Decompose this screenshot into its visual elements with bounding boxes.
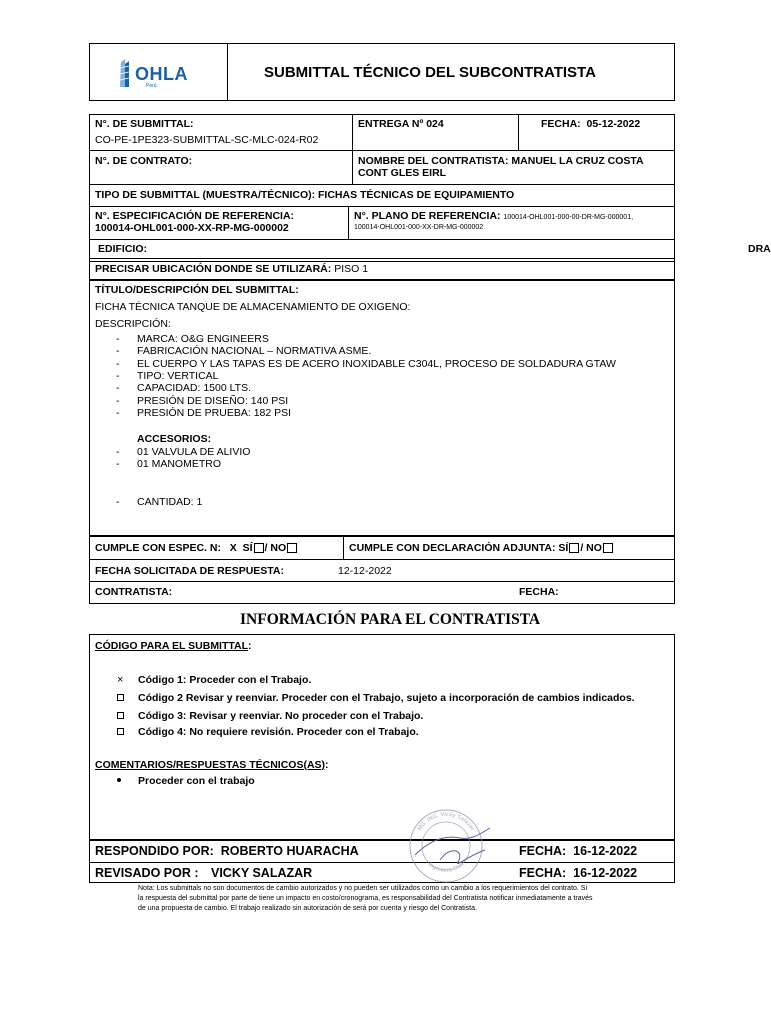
cumple-declaracion bbox=[349, 542, 614, 554]
code-option-2[interactable] bbox=[117, 692, 635, 704]
revisado-fecha bbox=[519, 866, 637, 880]
list-item: - FABRICACIÓN NACIONAL – NORMATIVA ASME. bbox=[116, 345, 372, 357]
list-item: - MARCA: O&G ENGINEERS bbox=[116, 333, 269, 345]
list-item: - PRESIÓN DE DISEÑO: 140 PSI bbox=[116, 395, 289, 407]
respondido-fecha-value: 16-12-2022 bbox=[573, 844, 638, 858]
plan-reference bbox=[354, 210, 633, 222]
fecha-envio-label: FECHA: bbox=[541, 118, 581, 130]
contractor-name-line1: NOMBRE DEL CONTRATISTA: MANUEL LA CRUZ COSTA bbox=[358, 155, 644, 167]
list-item: - EL CUERPO Y LAS TAPAS ES DE ACERO INOXIDABLE C304L, PROCESO DE SOLDADURA GTAW bbox=[116, 358, 616, 370]
contractor-name-line2: CONT GLES EIRL bbox=[358, 167, 447, 179]
revisado-label: REVISADO POR : bbox=[95, 866, 199, 880]
list-item: - CANTIDAD: 1 bbox=[116, 496, 203, 508]
cumple-espec bbox=[95, 542, 298, 554]
location-value: PISO 1 bbox=[334, 263, 369, 275]
list-item-text: PRESIÓN DE DISEÑO: 140 PSI bbox=[137, 395, 289, 407]
building-label: EDIFICIO: bbox=[98, 243, 147, 255]
list-item-text: CANTIDAD: 1 bbox=[137, 496, 203, 508]
list-item-text: FABRICACIÓN NACIONAL – NORMATIVA ASME. bbox=[137, 345, 372, 357]
logo-mark-icon bbox=[118, 58, 132, 88]
list-item-text: 01 MANOMETRO bbox=[137, 458, 222, 470]
side-cutoff-text: DRA bbox=[748, 243, 771, 255]
code-option-text: Código 4: No requiere revisión. Proceder con el Trabajo. bbox=[138, 726, 419, 738]
no-label: / NO bbox=[264, 542, 287, 554]
signature bbox=[410, 820, 500, 870]
contratista-fecha-label: FECHA: bbox=[519, 586, 559, 598]
revisado-value: VICKY SALAZAR bbox=[211, 866, 313, 880]
note-line-1: Nota: Los submittals no son documentos de cambio autorizados y no pueden ser utilizados como un cambio a los requerimientos del contrato. Si bbox=[138, 885, 588, 892]
si-checkbox[interactable] bbox=[569, 543, 579, 553]
code-checkbox[interactable] bbox=[117, 694, 124, 701]
respondido-value: ROBERTO HUARACHA bbox=[220, 844, 359, 858]
fecha-solicitada-value: 12-12-2022 bbox=[338, 565, 392, 577]
list-item-text: CAPACIDAD: 1500 LTS. bbox=[137, 382, 251, 394]
company-logo bbox=[118, 56, 208, 90]
code-checkbox[interactable] bbox=[117, 728, 124, 735]
entrega-label: ENTREGA Nº 024 bbox=[358, 118, 444, 130]
list-item: - 01 MANOMETRO bbox=[116, 458, 222, 470]
revisado-fecha-label: FECHA: bbox=[519, 866, 567, 880]
comment-text: Proceder con el trabajo bbox=[138, 775, 255, 787]
code-option-3[interactable] bbox=[117, 710, 424, 722]
logo-text: OHLA bbox=[135, 64, 188, 84]
spec-reference-label: N°. ESPECIFICACIÓN DE REFERENCIA: bbox=[95, 210, 295, 222]
respondido-row bbox=[95, 844, 359, 858]
code-option-4[interactable] bbox=[117, 726, 419, 738]
description-ficha: FICHA TÉCNICA TANQUE DE ALMACENAMIENTO DE OXIGENO: bbox=[95, 301, 411, 313]
no-checkbox[interactable] bbox=[287, 543, 297, 553]
plan-reference-value-2: 100014-OHL001-000-XX-DR-MG-000002 bbox=[354, 224, 484, 231]
revisado-fecha-value: 16-12-2022 bbox=[573, 866, 638, 880]
bullet-icon bbox=[117, 778, 121, 782]
svg-text:Ingeniera Civil: Ingeniera Civil bbox=[426, 861, 466, 874]
document-title: SUBMITTAL TÉCNICO DEL SUBCONTRATISTA bbox=[264, 64, 596, 81]
list-item-text: PRESIÓN DE PRUEBA: 182 PSI bbox=[137, 407, 292, 419]
respondido-fecha-label: FECHA: bbox=[519, 844, 567, 858]
fecha-envio bbox=[541, 118, 640, 130]
list-item: - 01 VALVULA DE ALIVIO bbox=[116, 446, 251, 458]
location-label: PRECISAR UBICACIÓN DONDE SE UTILIZARÁ: bbox=[95, 263, 332, 275]
location bbox=[95, 263, 368, 275]
list-item-text: TIPO: VERTICAL bbox=[137, 370, 219, 382]
fecha-solicitada-label: FECHA SOLICITADA DE RESPUESTA: bbox=[95, 565, 285, 577]
accessories-label: ACCESORIOS: bbox=[137, 433, 212, 445]
description-subheading: DESCRIPCIÓN: bbox=[95, 318, 171, 330]
code-checkbox[interactable] bbox=[117, 712, 124, 719]
plan-reference-label: N°. PLANO DE REFERENCIA: bbox=[354, 210, 501, 222]
submittal-number-value: CO-PE-1PE323-SUBMITTAL-SC-MLC-024-R02 bbox=[95, 134, 319, 146]
list-item-text: 01 VALVULA DE ALIVIO bbox=[137, 446, 251, 458]
comment-item bbox=[117, 775, 255, 787]
plan-reference-value-1: 100014-OHL001-000-00-DR-MG-000001, bbox=[503, 214, 634, 221]
code-option-1[interactable] bbox=[117, 674, 312, 686]
list-item: - CAPACIDAD: 1500 LTS. bbox=[116, 382, 251, 394]
list-item-text: MARCA: O&G ENGINEERS bbox=[137, 333, 269, 345]
respondido-fecha bbox=[519, 844, 637, 858]
note-line-2: la respuesta del submittal por parte de tiene un impacto en costo/cronograma, es responsabilidad del Contratista notificar inmediatamente a través bbox=[138, 895, 593, 902]
svg-text:MG. ING. Vicky Salazar: MG. ING. Vicky Salazar bbox=[416, 811, 476, 833]
comentarios-label: COMENTARIOS/RESPUESTAS TÉCNICOS(AS): bbox=[95, 759, 329, 771]
submittal-number-label: N°. DE SUBMITTAL: bbox=[95, 118, 194, 130]
description-title-label: TÍTULO/DESCRIPCIÓN DEL SUBMITTAL: bbox=[95, 284, 299, 296]
code-option-text: Código 1: Proceder con el Trabajo. bbox=[138, 674, 312, 686]
submittal-type: TIPO DE SUBMITTAL (MUESTRA/TÉCNICO): FICHAS TÉCNICAS DE EQUIPAMIENTO bbox=[95, 189, 515, 201]
code-option-text: Código 2 Revisar y reenviar. Proceder con el Trabajo, sujeto a incorporación de cambios indicados. bbox=[138, 692, 635, 704]
contractor-info-heading: INFORMACIÓN PARA EL CONTRATISTA bbox=[240, 611, 541, 628]
fecha-envio-value: 05-12-2022 bbox=[586, 118, 641, 130]
checked-mark-icon: × bbox=[117, 674, 124, 686]
contract-number-label: N°. DE CONTRATO: bbox=[95, 155, 193, 167]
list-item-text: EL CUERPO Y LAS TAPAS ES DE ACERO INOXIDABLE C304L, PROCESO DE SOLDADURA GTAW bbox=[137, 358, 616, 370]
si-checkbox[interactable] bbox=[254, 543, 264, 553]
no-checkbox[interactable] bbox=[603, 543, 613, 553]
contratista-label: CONTRATISTA: bbox=[95, 586, 173, 598]
list-item: - PRESIÓN DE PRUEBA: 182 PSI bbox=[116, 407, 292, 419]
header-divider bbox=[227, 43, 228, 101]
code-option-text: Código 3: Revisar y reenviar. No proceder con el Trabajo. bbox=[138, 710, 424, 722]
list-item: - TIPO: VERTICAL bbox=[116, 370, 219, 382]
note-line-3: de una propuesta de cambio. El trabajo realizado sin autorización de será por cuenta y riesgo del Contratista. bbox=[138, 905, 477, 912]
codigo-label: CÓDIGO PARA EL SUBMITTAL: bbox=[95, 640, 252, 652]
no-label: / NO bbox=[580, 542, 602, 554]
spec-reference-value: 100014-OHL001-000-XX-RP-MG-000002 bbox=[95, 222, 289, 234]
respondido-label: RESPONDIDO POR: bbox=[95, 844, 214, 858]
logo-subtext: Perú bbox=[146, 83, 157, 89]
cumple-declaracion-label: CUMPLE CON DECLARACIÓN ADJUNTA: SÍ bbox=[349, 542, 569, 554]
cumple-espec-label: CUMPLE CON ESPEC. N: X SÍ bbox=[95, 542, 253, 554]
